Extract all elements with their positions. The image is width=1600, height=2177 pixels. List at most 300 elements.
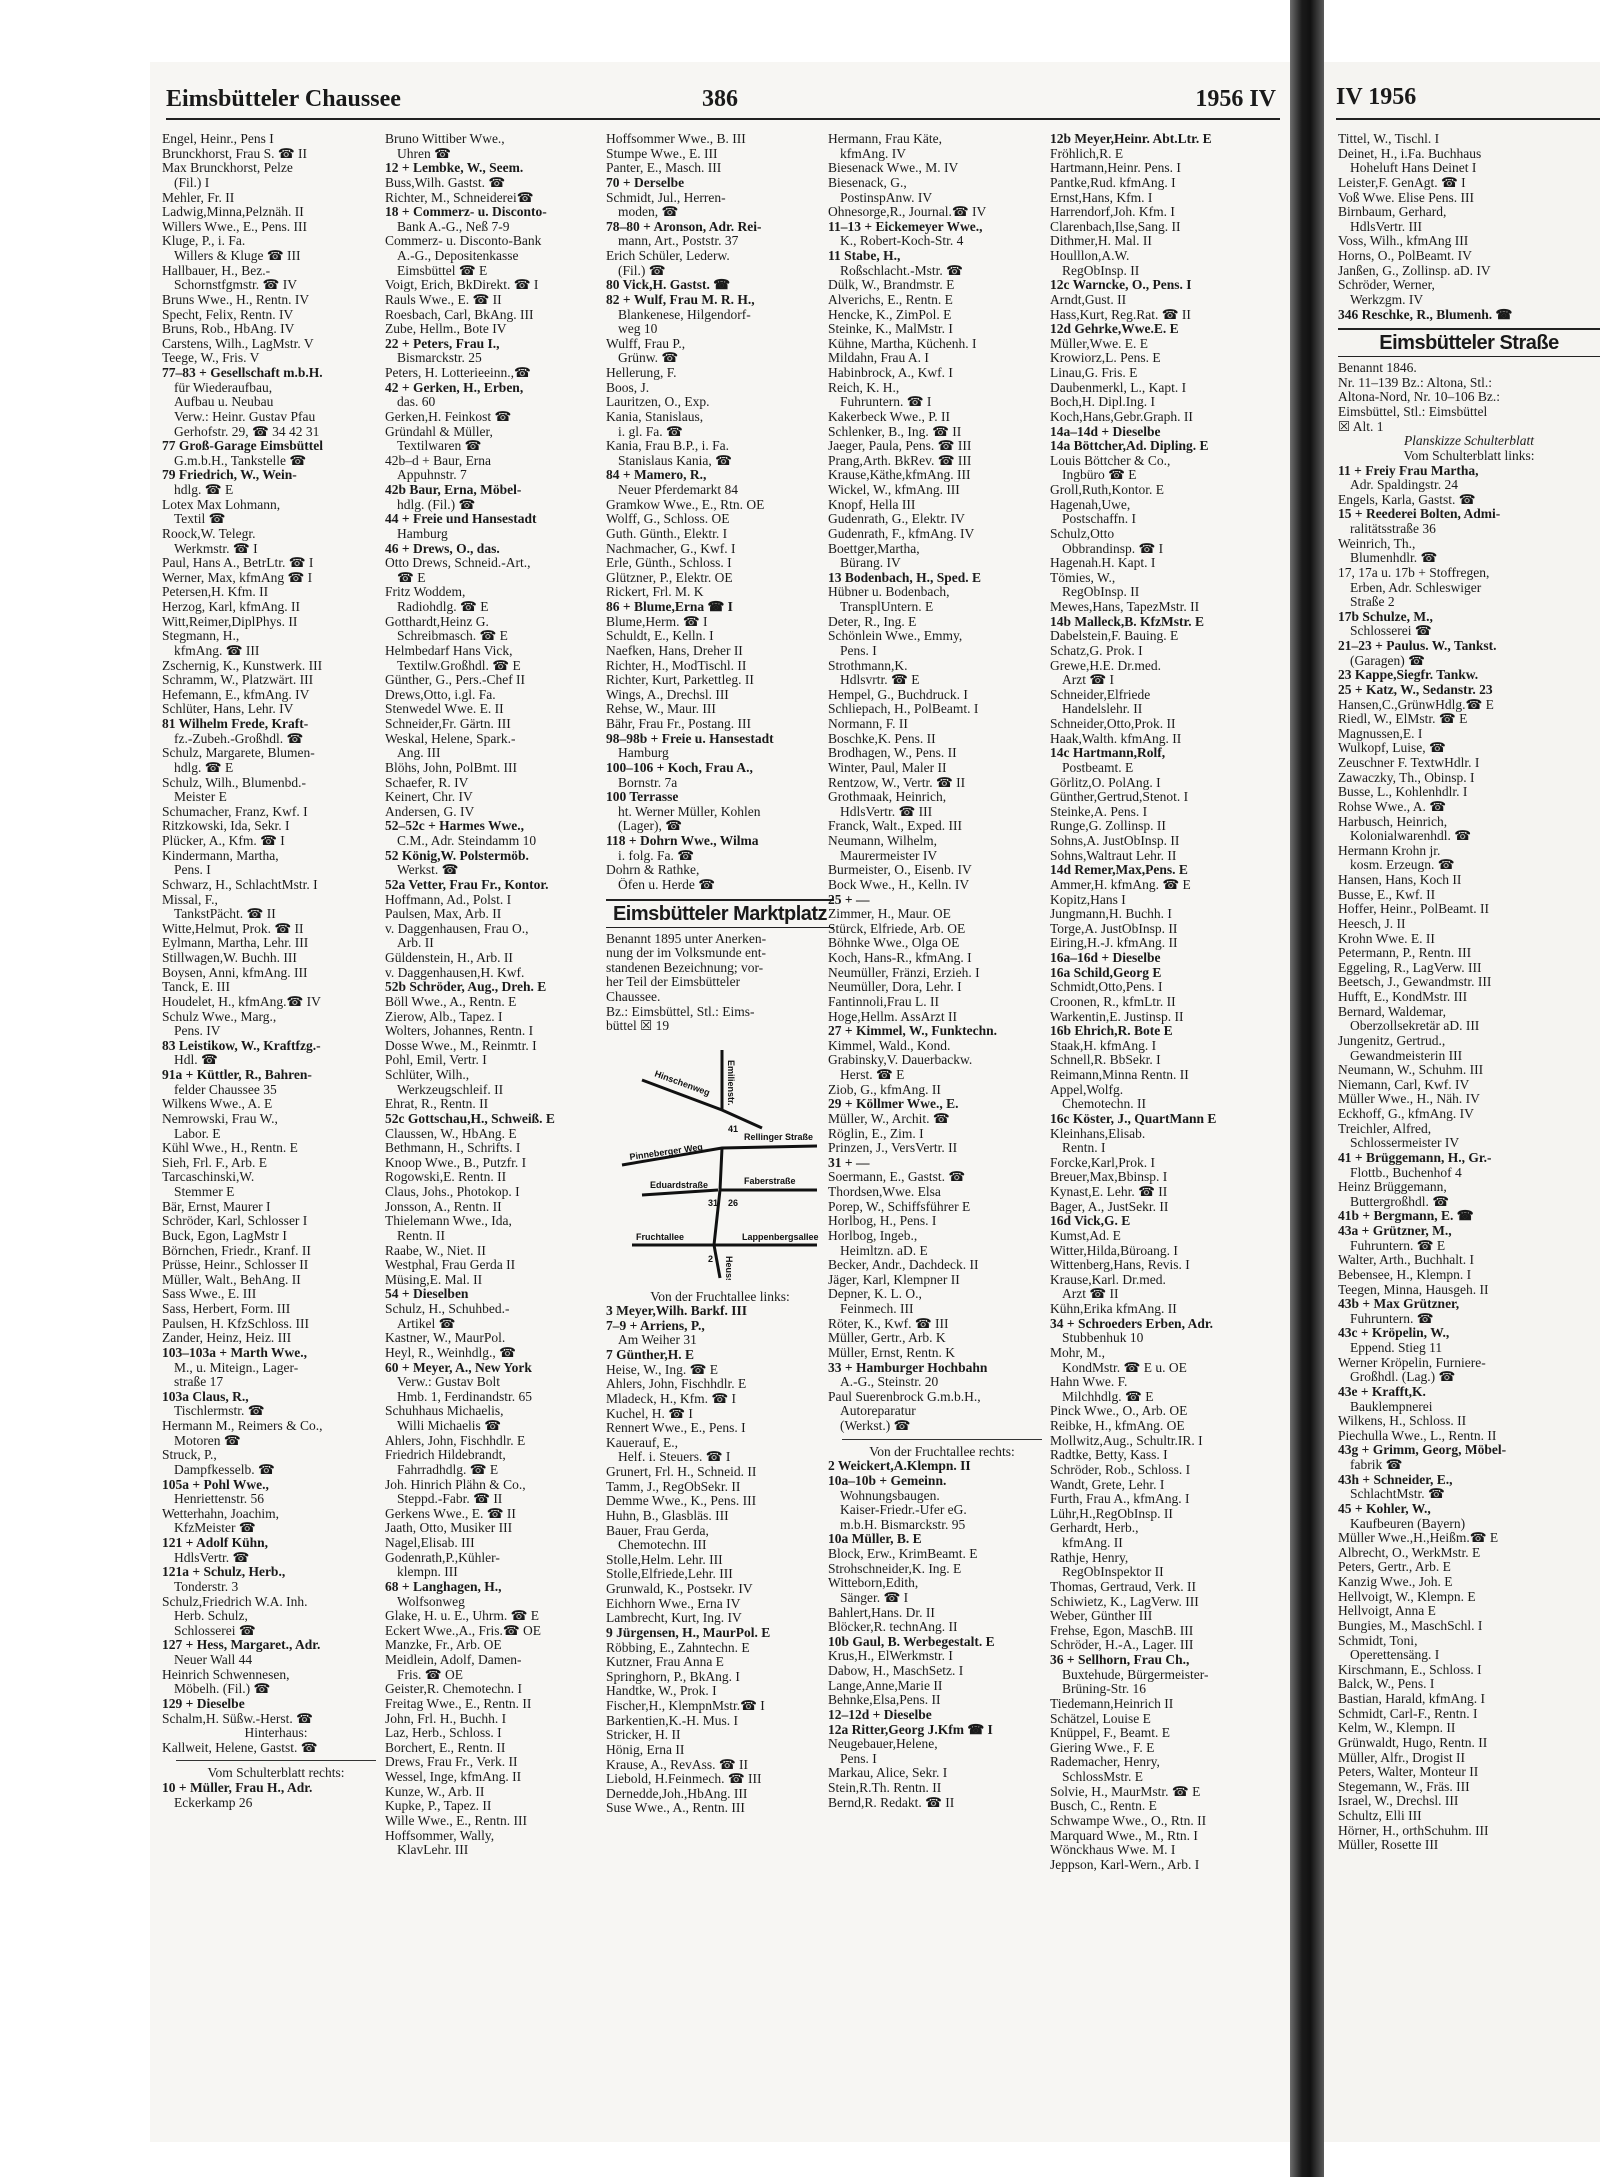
directory-entry: Stubbenhuk 10	[1062, 1331, 1144, 1346]
directory-entry: Lambrecht, Kurt, Ing. IV	[606, 1611, 742, 1626]
directory-entry: Zimmer, H., Maur. OE	[828, 907, 951, 922]
directory-entry: für Wiederaufbau,	[174, 380, 273, 395]
directory-entry: Radtke, Betty, Kass. I	[1050, 1448, 1168, 1463]
directory-entry: M., u. Miteign., Lager-	[174, 1360, 299, 1375]
directory-entry: 12 + Lembke, W., Seem.	[385, 161, 524, 176]
directory-entry: Schneider,Elfriede	[1050, 687, 1151, 702]
directory-entry: Blöhs, John, PolBmt. III	[385, 760, 518, 775]
directory-entry: das. 60	[397, 395, 436, 410]
directory-entry: Magnussen,E. I	[1338, 726, 1423, 741]
directory-entry: kfmAng. IV	[840, 146, 906, 161]
directory-entry: Maurermeister IV	[840, 848, 938, 863]
directory-entry: Schramm, W., Platzwärt. III	[162, 673, 314, 688]
directory-entry: Forcke,Karl,Prok. I	[1050, 1155, 1155, 1170]
directory-entry: Voß Wwe. Elise Pens. III	[1338, 190, 1474, 205]
directory-entry: 84 + Mamero, R.,	[606, 468, 707, 483]
directory-entry: Stumpe Wwe., E. III	[606, 146, 718, 161]
directory-entry: Heinz Brüggemann,	[1338, 1180, 1447, 1195]
directory-entry: Grabinsky,V. Dauerbackw.	[828, 1053, 973, 1068]
directory-entry: Mladeck, H., Kfm. ☎ I	[606, 1391, 737, 1406]
directory-entry: Feinmech. III	[840, 1302, 914, 1316]
column-3	[606, 132, 834, 2127]
directory-entry: Stenwedel Wwe. E. II	[385, 702, 504, 717]
directory-entry: Krause,Käthe,kfmAng. III	[828, 468, 971, 483]
directory-entry: Kelm, W., Klempn. II	[1338, 1721, 1456, 1736]
directory-entry: Neumüller, Fränzi, Erzieh. I	[828, 965, 980, 980]
directory-entry: Thielemann Wwe., Ida,	[385, 1214, 512, 1229]
directory-entry: (Werkst.) ☎	[840, 1419, 911, 1433]
directory-entry: Ahlers, John, Fischhdlr. E	[385, 1433, 526, 1448]
directory-entry: Kimmel, Wald., Kond.	[828, 1038, 951, 1053]
directory-entry: Rehse, W., Maur. III	[606, 702, 716, 717]
directory-entry: Bank A.-G., Neß 7-9	[397, 219, 510, 234]
directory-entry: 29 + Köllmer Wwe., E.	[828, 1097, 959, 1112]
right-year-volume: IV 1956	[1336, 84, 1417, 110]
directory-entry: C.M., Adr. Steindamm 10	[397, 834, 537, 848]
directory-entry: Boch,H. Dipl.Ing. I	[1050, 395, 1155, 410]
directory-entry: G.m.b.H., Tankstelle ☎	[174, 453, 307, 468]
directory-entry: Houdelet, H., kfmAng.☎ IV	[162, 994, 321, 1009]
directory-entry: 105a + Pohl Wwe.,	[162, 1477, 269, 1492]
directory-entry: Schulz, H., Schuhbed.-	[385, 1302, 510, 1316]
directory-entry: Schultz, Elli III	[1338, 1809, 1422, 1823]
directory-entry: 78–80 + Aronson, Adr. Rei-	[606, 219, 762, 234]
directory-entry: Teegen, Minna, Hausgeh. II	[1338, 1282, 1489, 1297]
directory-entry: 77 Groß-Garage Eimsbüttel	[162, 439, 323, 454]
directory-entry: Erle, Günth., Schloss. I	[606, 556, 732, 571]
directory-entry: Depner, K. L. O.,	[828, 1287, 922, 1302]
directory-entry: Neugebauer,Helene,	[828, 1737, 938, 1752]
directory-entry: 103–103a + Marth Wwe.,	[162, 1345, 308, 1360]
directory-entry: Brüning-Str. 16	[1062, 1682, 1147, 1697]
directory-entry: Operettensäng. I	[1350, 1648, 1440, 1663]
directory-entry: Alverichs, E., Rentn. E	[828, 292, 953, 307]
directory-entry: Porep, W., Schiffsführer E	[828, 1199, 971, 1214]
directory-entry: Jaeger, Paula, Pens. ☎ III	[828, 439, 972, 454]
directory-entry: Blankenese, Hilgendorf-	[618, 307, 751, 322]
directory-entry: 10a–10b + Gemeinn.	[828, 1473, 947, 1488]
directory-entry: Hallbauer, H., Bez.-	[162, 263, 271, 278]
directory-entry: Bruno Wittiber Wwe.,	[385, 132, 505, 146]
directory-entry: 45 + Kohler, W.,	[1338, 1501, 1431, 1516]
directory-entry: Claus, Johs., Photokop. I	[385, 1185, 520, 1199]
directory-entry: Burmeister, O., Eisenb. IV	[828, 863, 972, 878]
directory-entry: Nachmacher, G., Kwf. I	[606, 541, 736, 556]
directory-entry: Roßschlacht.-Mstr. ☎	[840, 263, 963, 278]
directory-entry: Jeppson, Karl-Wern., Arb. I	[1050, 1857, 1200, 1872]
directory-entry: Schornstfgmstr. ☎ IV	[174, 278, 297, 293]
directory-entry: Warkentin,E. Justinsp. II	[1050, 1009, 1184, 1024]
directory-entry: Kleinhans,Elisab.	[1050, 1126, 1146, 1141]
directory-entry: Vom Schulterblatt links:	[1403, 448, 1535, 463]
directory-entry: Dernedde,Joh.,HbAng. III	[606, 1786, 748, 1801]
directory-entry: Linau,G. Fris. E	[1050, 366, 1138, 380]
directory-entry: Birnbaum, Gerhard,	[1338, 205, 1447, 220]
directory-entry: Schlüter, Hans, Lehr. IV	[162, 702, 294, 717]
directory-entry: Sohns,Waltraut Lehr. II	[1050, 848, 1177, 863]
directory-entry: Prang,Arth. BkRev. ☎ III	[828, 453, 972, 468]
directory-entry: HdlsVertr. ☎	[174, 1550, 250, 1565]
directory-entry: Kumst,Ad. E	[1050, 1228, 1121, 1243]
directory-entry: Autoreparatur	[840, 1404, 916, 1419]
directory-entry: Andersen, G. IV	[385, 804, 475, 819]
directory-entry: Bruns, Rob., HbAng. IV	[162, 322, 295, 337]
directory-entry: Schulz, Wilh., Blumenbd.-	[162, 775, 306, 790]
directory-entry: Groll,Ruth,Kontor. E	[1050, 483, 1164, 497]
directory-entry: Frehse, Egon, MaschB. III	[1050, 1623, 1194, 1638]
street-heading: Eimsbütteler Chaussee	[166, 86, 401, 112]
directory-entry: 11 + Freiy Frau Martha,	[1338, 463, 1479, 478]
directory-entry: Stürck, Elfriede, Arb. OE	[828, 921, 966, 936]
directory-entry: 18 + Commerz- u. Disconto-	[385, 205, 547, 220]
directory-entry: Heise, W., Ing. ☎ E	[606, 1362, 719, 1377]
directory-entry: Müller, Alfr., Drogist II	[1338, 1750, 1465, 1765]
directory-entry: Janßen, G., Zollinsp. aD. IV	[1338, 263, 1491, 278]
directory-entry: 81 Wilhelm Frede, Kraft-	[162, 717, 309, 731]
directory-entry: Wohnungsbaugen.	[840, 1488, 940, 1503]
directory-entry: Tiedemann,Heinrich II	[1050, 1696, 1174, 1711]
directory-entry: 46 + Drews, O., das.	[385, 541, 500, 556]
directory-entry: Müller, Ernst, Rentn. K	[828, 1345, 955, 1360]
directory-entry: Röbbing, E., Zahntechn. E	[606, 1640, 750, 1655]
directory-entry: Schalm,H. Süßw.-Herst. ☎	[162, 1711, 313, 1726]
directory-entry: 44 + Freie und Hansestadt	[385, 512, 537, 527]
directory-entry: Hoheluft Hans Deinet I	[1350, 161, 1477, 176]
directory-entry: fabrik ☎	[1350, 1458, 1403, 1472]
directory-entry: nung der im Volksmunde ent-	[606, 946, 766, 961]
directory-entry: KfzMeister ☎	[174, 1521, 256, 1536]
directory-entry: KlavLehr. III	[397, 1843, 469, 1858]
directory-entry: Tonderstr. 3	[174, 1579, 239, 1594]
map-label-heussweg: Heussweg	[724, 1255, 734, 1280]
directory-entry: 17b Schulze, M.,	[1338, 609, 1433, 624]
directory-entry: 11 Stabe, H.,	[828, 249, 901, 263]
directory-entry: Schlosserei ☎	[174, 1623, 256, 1638]
directory-entry: Sieh, Frl. F., Arb. E	[162, 1155, 268, 1170]
directory-entry: Jaath, Otto, Musiker III	[385, 1521, 513, 1536]
directory-entry: Buxtehude, Bürgermeister-	[1062, 1667, 1209, 1682]
directory-entry: Carstens, Wilh., LagMstr. V	[162, 336, 314, 351]
directory-entry: Peters, Gertr., Arb. E	[1338, 1560, 1451, 1575]
directory-entry: Appuhnstr. 7	[397, 468, 467, 483]
directory-entry: Paul, Hans A., BetrLtr. ☎ I	[162, 556, 314, 571]
directory-entry: Paul Suerenbrock G.m.b.H.,	[828, 1389, 981, 1404]
right-page-header	[1336, 84, 1600, 120]
directory-entry: Gerhardt, Herb.,	[1050, 1521, 1139, 1536]
directory-entry: Von der Fruchtallee rechts:	[869, 1444, 1015, 1459]
directory-entry: Röglin, E., Zim. I	[828, 1126, 924, 1141]
directory-entry: Paulsen, H. KfzSchloss. III	[162, 1316, 309, 1331]
map-label-2: 2	[708, 1253, 714, 1264]
directory-entry: Labor. E	[174, 1126, 221, 1141]
directory-entry: Müller Wwe., H., Näh. IV	[1338, 1092, 1480, 1107]
directory-entry: Albrecht, O., WerkMstr. E	[1338, 1545, 1481, 1560]
directory-entry: Kühl Wwe., H., Rentn. E	[162, 1141, 298, 1156]
directory-entry: 12a Ritter,Georg J.Kfm ☎ I	[828, 1722, 993, 1737]
directory-entry: Herst. ☎ E	[840, 1068, 905, 1082]
directory-entry: Neumann, Wilhelm,	[828, 834, 938, 848]
directory-entry: Brodhagen, W., Pens. II	[828, 746, 957, 761]
directory-entry: Artikel ☎	[397, 1316, 456, 1331]
directory-entry: Biesenack, G.,	[828, 175, 907, 190]
directory-entry: Güldenstein, H., Arb. II	[385, 951, 513, 965]
directory-entry: Eckert Wwe.,A., Fris.☎ OE	[385, 1623, 542, 1638]
directory-entry: Pohl, Emil, Vertr. I	[385, 1053, 487, 1068]
directory-entry: Stricker, H. II	[606, 1728, 681, 1743]
directory-entry: 41 + Brüggemann, H., Gr.-	[1338, 1150, 1492, 1165]
directory-entry: Busch, C., Rentn. E	[1050, 1799, 1157, 1814]
directory-entry: Tamm, J., RegObSekr. II	[606, 1479, 741, 1494]
directory-entry: Commerz- u. Disconto-Bank	[385, 234, 542, 249]
directory-entry: 11–13 + Eickemeyer Wwe.,	[828, 219, 983, 234]
directory-entry: Böhnke Wwe., Olga OE	[828, 936, 960, 951]
directory-entry: Obbrandinsp. ☎ I	[1062, 541, 1164, 556]
directory-entry: Tanck, E. III	[162, 980, 231, 995]
directory-entry: Benannt 1895 unter Anerken-	[606, 931, 767, 946]
directory-entry: Wandt, Grete, Lehr. I	[1050, 1477, 1165, 1492]
directory-entry: Mohr, M.,	[1050, 1345, 1105, 1360]
map-road-main	[714, 1148, 722, 1245]
directory-entry: Teege, W., Fris. V	[162, 351, 260, 366]
directory-entry: Reich, K. H.,	[828, 380, 900, 395]
directory-entry: Neuer Wall 44	[174, 1653, 253, 1667]
directory-entry: Am Weiher 31	[618, 1333, 697, 1348]
directory-entry: Demme Wwe., K., Pens. III	[606, 1494, 757, 1509]
directory-entry: Bauer, Frau Gerda,	[606, 1523, 709, 1538]
directory-entry: Bethmann, H., Schrifts. I	[385, 1141, 521, 1156]
directory-entry: Werner, Max, kfmAng ☎ I	[162, 570, 313, 585]
directory-entry: Hamburg	[618, 746, 669, 761]
directory-entry: 346 Reschke, R., Blumenh. ☎	[1338, 307, 1513, 322]
directory-entry: Bismarckstr. 25	[397, 351, 482, 366]
directory-entry: Werner Kröpelin, Furniere-	[1338, 1355, 1486, 1370]
directory-entry: Werkzgm. IV	[1350, 292, 1424, 307]
directory-entry: Bürang. IV	[840, 556, 901, 571]
directory-entry: Wönckhaus Wwe. M. I	[1050, 1843, 1176, 1858]
directory-entry: Stolle,Elfriede,Lehr. III	[606, 1567, 733, 1582]
directory-entry: kfmAng. ☎ III	[174, 643, 260, 658]
directory-entry: 121 + Adolf Kühn,	[162, 1536, 268, 1550]
directory-entry: Eichhorn Wwe., Erna IV	[606, 1596, 741, 1611]
directory-entry: Tömies, W.,	[1050, 570, 1116, 585]
directory-entry: Eiring,H.-J. kfmAng. II	[1050, 936, 1178, 951]
directory-entry: TankstPächt. ☎ II	[174, 907, 276, 922]
directory-entry: Wittenberg,Hans, Revis. I	[1050, 1258, 1190, 1273]
directory-entry: Croonen, R., kfmLtr. II	[1050, 994, 1176, 1009]
directory-entry: 100 Terrasse	[606, 790, 679, 805]
map-label-31: 31	[708, 1197, 719, 1208]
directory-entry: 52b Schröder, Aug., Dreh. E	[385, 980, 547, 995]
directory-entry: Ladwig,Minna,Pelznäh. II	[162, 205, 304, 220]
directory-entry: Grothmaak, Heinrich,	[828, 790, 947, 805]
directory-entry: Pantke,Rud. kfmAng. I	[1050, 175, 1176, 190]
directory-entry: RegObInspektor II	[1062, 1565, 1164, 1580]
directory-entry: Wulkopf, Luise, ☎	[1338, 741, 1446, 756]
directory-entry: Hoffsommer Wwe., B. III	[606, 132, 746, 146]
directory-entry: Mollwitz,Aug., Schultr.IR. I	[1050, 1433, 1203, 1448]
directory-entry: Staak,H. kfmAng. I	[1050, 1038, 1157, 1053]
directory-entry: Blumenhdlr. ☎	[1350, 551, 1438, 566]
directory-entry: Mildahn, Frau A. I	[828, 351, 929, 366]
directory-entry: Roesbach, Carl, BkAng. III	[385, 307, 534, 322]
directory-entry: Börnchen, Friedr., Kranf. II	[162, 1243, 311, 1258]
directory-entry: Dabelstein,F. Bauing. E	[1050, 629, 1179, 644]
directory-entry: Lotex Max Lohmann,	[162, 497, 281, 512]
directory-entry: Grunert, Frl. H., Schneid. II	[606, 1465, 757, 1479]
directory-entry: 80 Vick,H. Gastst. ☎	[606, 278, 731, 293]
directory-entry: Habinbrock, A., Kwf. I	[828, 366, 953, 380]
directory-entry: Eylmann, Martha, Lehr. III	[162, 936, 309, 951]
directory-entry: Manzke, Fr., Arb. OE	[385, 1638, 502, 1653]
directory-entry: 9 Jürgensen, H., MaurPol. E	[606, 1625, 771, 1640]
directory-entry: Hamburg	[397, 526, 448, 541]
directory-entry: Dithmer,H. Mal. II	[1050, 234, 1152, 249]
directory-entry: Vom Schulterblatt rechts:	[207, 1766, 345, 1781]
directory-entry: Motoren ☎	[174, 1433, 241, 1448]
directory-entry: Hufft, E., KondMstr. III	[1338, 990, 1468, 1004]
directory-entry: Schmidt, Carl-F., Rentn. I	[1338, 1706, 1478, 1721]
directory-entry: Bruns Wwe., H., Rentn. IV	[162, 292, 310, 307]
map-label-pinneberger: Pinneberger Weg	[628, 1141, 704, 1162]
directory-entry: 43h + Schneider, E.,	[1338, 1472, 1453, 1487]
directory-entry: büttel ☒ 19	[606, 1019, 670, 1034]
directory-entry: 121a + Schulz, Herb.,	[162, 1565, 286, 1580]
directory-entry: Buss,Wilh. Gastst. ☎	[385, 175, 506, 190]
directory-entry: 14a Böttcher,Ad. Dipling. E	[1050, 439, 1209, 454]
directory-entry: Müller, Rosette III	[1338, 1838, 1439, 1853]
map-label-41: 41	[728, 1123, 739, 1134]
directory-entry: Helf. i. Steuers. ☎ I	[618, 1450, 731, 1465]
directory-entry: Kühne, Martha, Küchenh. I	[828, 336, 977, 351]
directory-entry: Fris. ☎ OE	[397, 1667, 463, 1682]
directory-entry: Jonsson, A., Rentn. II	[385, 1199, 502, 1214]
directory-entry: Boettger,Martha,	[828, 541, 920, 556]
directory-entry: 25 + Katz, W., Sedanstr. 23	[1338, 682, 1493, 697]
directory-entry: 17, 17a u. 17b + Stoffregen,	[1338, 565, 1490, 580]
directory-entry: Wilkens Wwe., A. E	[162, 1097, 273, 1112]
directory-entry: Helmbedarf Hans Vick,	[385, 643, 513, 658]
directory-entry: A.-G., Steinstr. 20	[840, 1375, 939, 1390]
directory-entry: Dohrn & Rathke,	[606, 863, 700, 878]
directory-entry: 27 + Kimmel, W., Funktechn.	[828, 1024, 997, 1039]
directory-entry: 12b Meyer,Heinr. Abt.Ltr. E	[1050, 132, 1212, 146]
directory-entry: Willers & Kluge ☎ III	[174, 249, 301, 263]
directory-entry: Clarenbach,Ilse,Sang. II	[1050, 219, 1181, 234]
directory-entry: Schwarz, H., SchlachtMstr. I	[162, 877, 318, 892]
directory-entry: Witteborn,Edith,	[828, 1576, 919, 1591]
directory-entry: Fuhruntern. ☎	[1350, 1311, 1434, 1326]
directory-entry: Schuhhaus Michaelis,	[385, 1404, 504, 1419]
directory-entry: Deter, R., Ing. E	[828, 614, 917, 629]
directory-entry: Willi Michaelis ☎	[397, 1419, 502, 1433]
directory-entry: Schmidt, Jul., Herren-	[606, 190, 726, 205]
directory-entry: 14d Remer,Max,Pens. E	[1050, 863, 1188, 878]
directory-entry: Richter, M., Schneiderei☎	[385, 190, 534, 205]
directory-entry: 15 + Reederei Bolten, Admi-	[1338, 507, 1501, 522]
directory-entry: Hdlsvrtr. ☎ E	[840, 673, 920, 688]
directory-entry: Fischer,H., KlempnMstr.☎ I	[606, 1699, 765, 1713]
directory-entry: Kolonialwarenhdl. ☎	[1350, 829, 1472, 844]
directory-entry: Kluge, P., i. Fa.	[162, 234, 246, 249]
directory-entry: Bornstr. 7a	[618, 775, 678, 790]
directory-entry: Specht, Felix, Rentn. IV	[162, 307, 294, 322]
directory-entry: Hass,Kurt, Reg.Rat. ☎ II	[1050, 307, 1191, 322]
directory-entry: Krohn Wwe. E. II	[1338, 931, 1435, 946]
directory-entry: Bungies, M., MaschSchl. I	[1338, 1618, 1483, 1633]
directory-entry: Nr. 11–139 Bz.: Altona, Stl.:	[1338, 375, 1493, 390]
directory-entry: 14a–14d + Dieselbe	[1050, 424, 1161, 439]
directory-entry: Stegmann, H.,	[162, 629, 240, 644]
directory-entry: Möbelh. (Fil.) ☎	[174, 1682, 271, 1697]
directory-entry: Keinert, Chr. IV	[385, 790, 473, 805]
directory-entry: v. Daggenhausen, Frau O.,	[385, 921, 529, 936]
directory-entry: Oberzollsekretär aD. III	[1350, 1019, 1480, 1034]
directory-entry: Furth, Frau A., kfmAng. I	[1050, 1492, 1190, 1507]
directory-entry: Leister,F. GenAgt. ☎ I	[1338, 175, 1466, 190]
directory-entry: Koch, Hans-R., kfmAng. I	[828, 951, 972, 965]
directory-entry: 60 + Meyer, A., New York	[385, 1360, 532, 1375]
directory-entry: Drews,Otto, i.gl. Fa.	[385, 687, 496, 702]
directory-entry: Krowiorz,L. Pens. E	[1050, 351, 1161, 366]
directory-entry: Springhorn, P., BkAng. I	[606, 1669, 740, 1684]
directory-entry: Tittel, W., Tischl. I	[1338, 132, 1440, 146]
directory-entry: Engels, Karla, Gastst. ☎	[1338, 492, 1476, 507]
directory-entry: Wolfsonweg	[397, 1594, 465, 1609]
directory-entry: Becker, Andr., Dachdeck. II	[828, 1258, 979, 1273]
directory-entry: Rentn. I	[1062, 1141, 1106, 1156]
directory-entry: Thomas, Gertraud, Verk. II	[1050, 1579, 1196, 1594]
directory-entry: i. folg. Fa. ☎	[618, 848, 695, 863]
directory-entry: Benannt 1846.	[1338, 361, 1417, 376]
directory-entry: Behnke,Elsa,Pens. II	[828, 1693, 941, 1708]
directory-entry: Werkmstr. ☎ I	[174, 541, 258, 556]
directory-entry: Lange,Anne,Marie II	[828, 1678, 943, 1693]
directory-entry: Erben, Adr. Schleswiger	[1350, 580, 1482, 595]
directory-entry: Schröder, Werner,	[1338, 278, 1435, 293]
directory-entry: Müller, Gertr., Arb. K	[828, 1331, 946, 1346]
directory-entry: Hörner, H., orthSchuhm. III	[1338, 1823, 1489, 1838]
directory-entry: Stillwagen,W. Buchh. III	[162, 951, 297, 965]
directory-entry: Schröder, H.-A., Lager. III	[1050, 1638, 1194, 1653]
directory-entry: Heyl, R., Weinhdlg., ☎	[385, 1345, 516, 1360]
map-label-fruchtallee: Fruchtallee	[636, 1231, 685, 1242]
directory-entry: Markau, Alice, Sekr. I	[828, 1766, 948, 1781]
directory-entry: Schiwietz, K., LagVerw. III	[1050, 1594, 1199, 1609]
directory-entry: Ziob, G., kfmAng. II	[828, 1082, 941, 1097]
directory-entry: ht. Werner Müller, Kohlen	[618, 804, 761, 819]
directory-entry: Grunwald, K., Postsekr. IV	[606, 1582, 753, 1596]
directory-entry: Wille Wwe., E., Rentn. III	[385, 1813, 528, 1828]
directory-entry: Öfen u. Herde ☎	[618, 877, 716, 892]
directory-entry: Kunze, W., Arb. II	[385, 1784, 485, 1799]
directory-entry: 23 Kappe,Siegfr. Tankw.	[1338, 668, 1479, 683]
directory-entry: Adr. Spaldingstr. 24	[1350, 478, 1459, 493]
directory-entry: Mehler, Fr. II	[162, 190, 235, 205]
directory-entry: Drews, Frau Fr., Verk. II	[385, 1755, 518, 1770]
directory-entry: Schröder, Karl, Schlosser I	[162, 1214, 308, 1229]
directory-entry: (Fil.) I	[174, 175, 210, 190]
directory-entry: Hmb. 1, Ferdinandstr. 65	[397, 1389, 532, 1404]
directory-entry: Steinke, K., MalMstr. I	[828, 322, 953, 337]
directory-entry: Kopitz,Hans I	[1050, 892, 1126, 907]
directory-entry: Daubenmerkl, L., Kapt. I	[1050, 380, 1187, 395]
directory-entry: Buck, Egon, LagMstr I	[162, 1228, 287, 1243]
directory-entry: Struck, P.,	[162, 1448, 217, 1463]
directory-entry: Horlbog, Ingeb.,	[828, 1228, 918, 1243]
directory-entry: Postbeamt. E	[1062, 760, 1134, 775]
directory-entry: Ohnesorge,R., Journal.☎ IV	[828, 205, 987, 220]
directory-entry: Horns, O., PolBeamt. IV	[1338, 249, 1472, 263]
